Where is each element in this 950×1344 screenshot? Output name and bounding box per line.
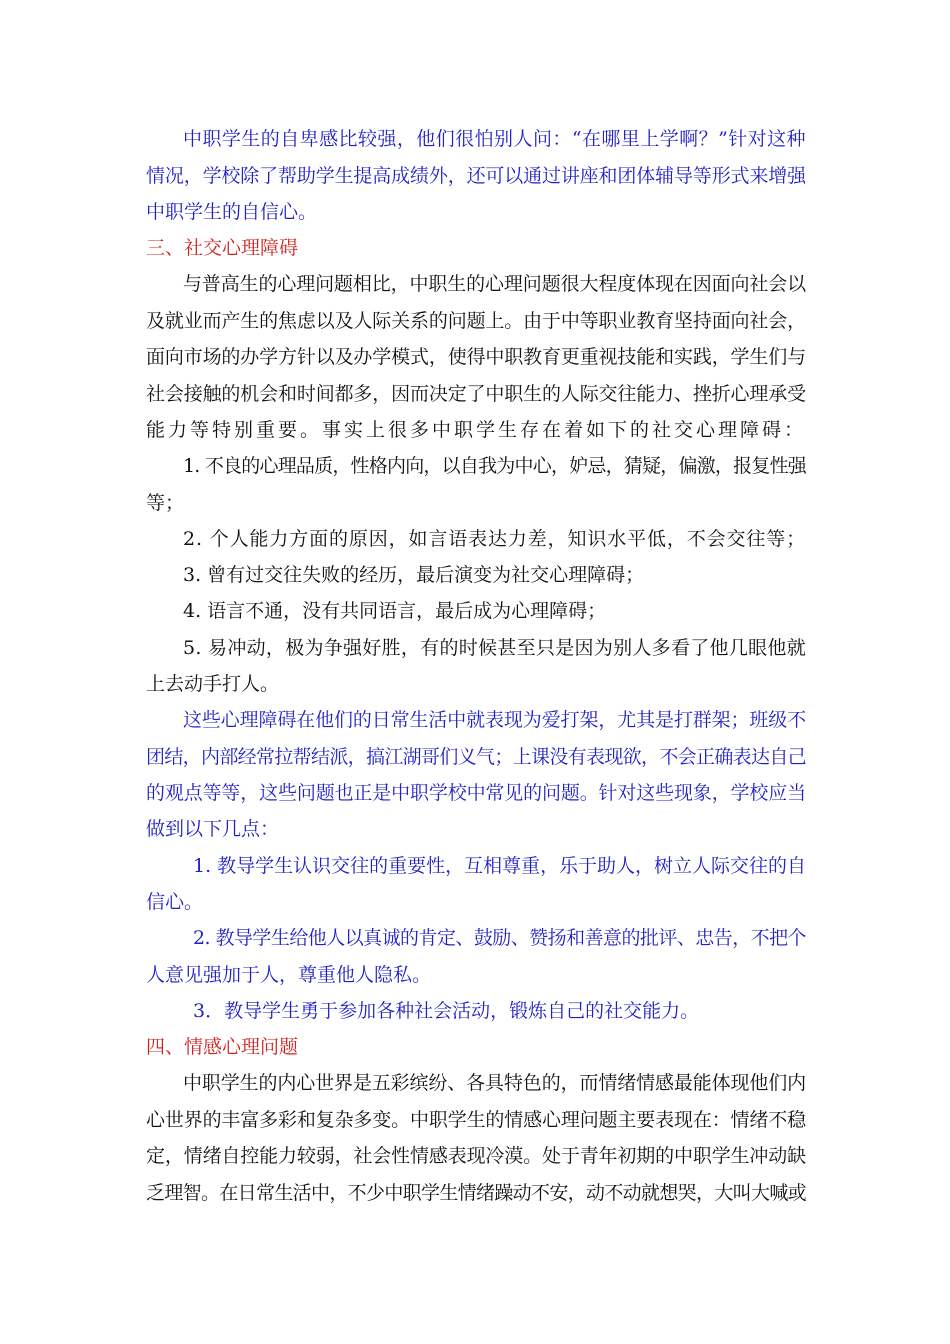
text-line: 等； — [146, 492, 185, 514]
text-line: 与普高生的心理问题相比，中职生的心理问题很大程度体现在因面向社会以 — [183, 273, 806, 295]
text-line: 及就业而产生的焦虑以及人际关系的问题上。由于中等职业教育坚持面向社会， — [146, 310, 806, 332]
section-heading: 三、社交心理障碍 — [146, 237, 299, 259]
text-line: 这些心理障碍在他们的日常生活中就表现为爱打架，尤其是打群架；班级不 — [183, 709, 806, 731]
text-line: 2. 教导学生给他人以真诚的肯定、鼓励、赞扬和善意的批评、忠告，不把个 — [193, 927, 806, 949]
text-line: 信心。 — [146, 891, 204, 913]
text-line: 3．教导学生勇于参加各种社会活动，锻炼自己的社交能力。 — [193, 1000, 700, 1022]
text-line: 情况，学校除了帮助学生提高成绩外，还可以通过讲座和团体辅导等形式来增强 — [146, 165, 806, 187]
text-line: 心世界的丰富多彩和复杂多变。中职学生的情感心理问题主要表现在：情绪不稳 — [146, 1109, 806, 1131]
text-line: 4. 语言不通，没有共同语言，最后成为心理障碍； — [183, 600, 607, 622]
text-line: 人意见强加于人，尊重他人隐私。 — [146, 964, 432, 986]
text-line: 3. 曾有过交往失败的经历，最后演变为社交心理障碍； — [183, 564, 645, 586]
text-line: 社会接触的机会和时间都多，因而决定了中职生的人际交往能力、挫折心理承受 — [146, 383, 806, 405]
text-line: 中职学生的自卑感比较强，他们很怕别人问：“在哪里上学啊？”针对这种 — [183, 128, 806, 150]
text-line: 乏理智。在日常生活中，不少中职学生情绪躁动不安，动不动就想哭，大叫大喊或 — [146, 1182, 806, 1204]
text-line: 中职学生的自信心。 — [146, 201, 318, 223]
text-line: 1. 不良的心理品质，性格内向，以自我为中心，妒忌，猜疑，偏激，报复性强 — [183, 455, 806, 477]
text-line: 做到以下几点： — [146, 818, 280, 840]
text-line: 中职学生的内心世界是五彩缤纷、各具特色的，而情绪情感最能体现他们内 — [183, 1072, 806, 1094]
section-heading: 四、情感心理问题 — [146, 1036, 299, 1058]
text-line: 1. 教导学生认识交往的重要性，互相尊重，乐于助人，树立人际交往的自 — [193, 855, 806, 877]
text-line: 5. 易冲动，极为争强好胜，有的时候甚至只是因为别人多看了他几眼他就 — [183, 637, 806, 659]
text-line: 的观点等等，这些问题也正是中职学校中常见的问题。针对这些现象，学校应当 — [146, 782, 806, 804]
text-line: 面向市场的办学方针以及办学模式，使得中职教育更重视技能和实践，学生们与 — [146, 346, 806, 368]
text-line: 定，情绪自控能力较弱，社会性情感表现冷漠。处于青年初期的中职学生冲动缺 — [146, 1145, 806, 1167]
text-line: 2. 个人能力方面的原因，如言语表达力差，知识水平低，不会交往等； — [183, 528, 806, 550]
text-line: 能力等特别重要。事实上很多中职学生存在着如下的社交心理障碍： — [146, 419, 806, 441]
text-line: 团结，内部经常拉帮结派，搞江湖哥们义气；上课没有表现欲，不会正确表达自己 — [146, 746, 806, 768]
text-line: 上去动手打人。 — [146, 673, 280, 695]
